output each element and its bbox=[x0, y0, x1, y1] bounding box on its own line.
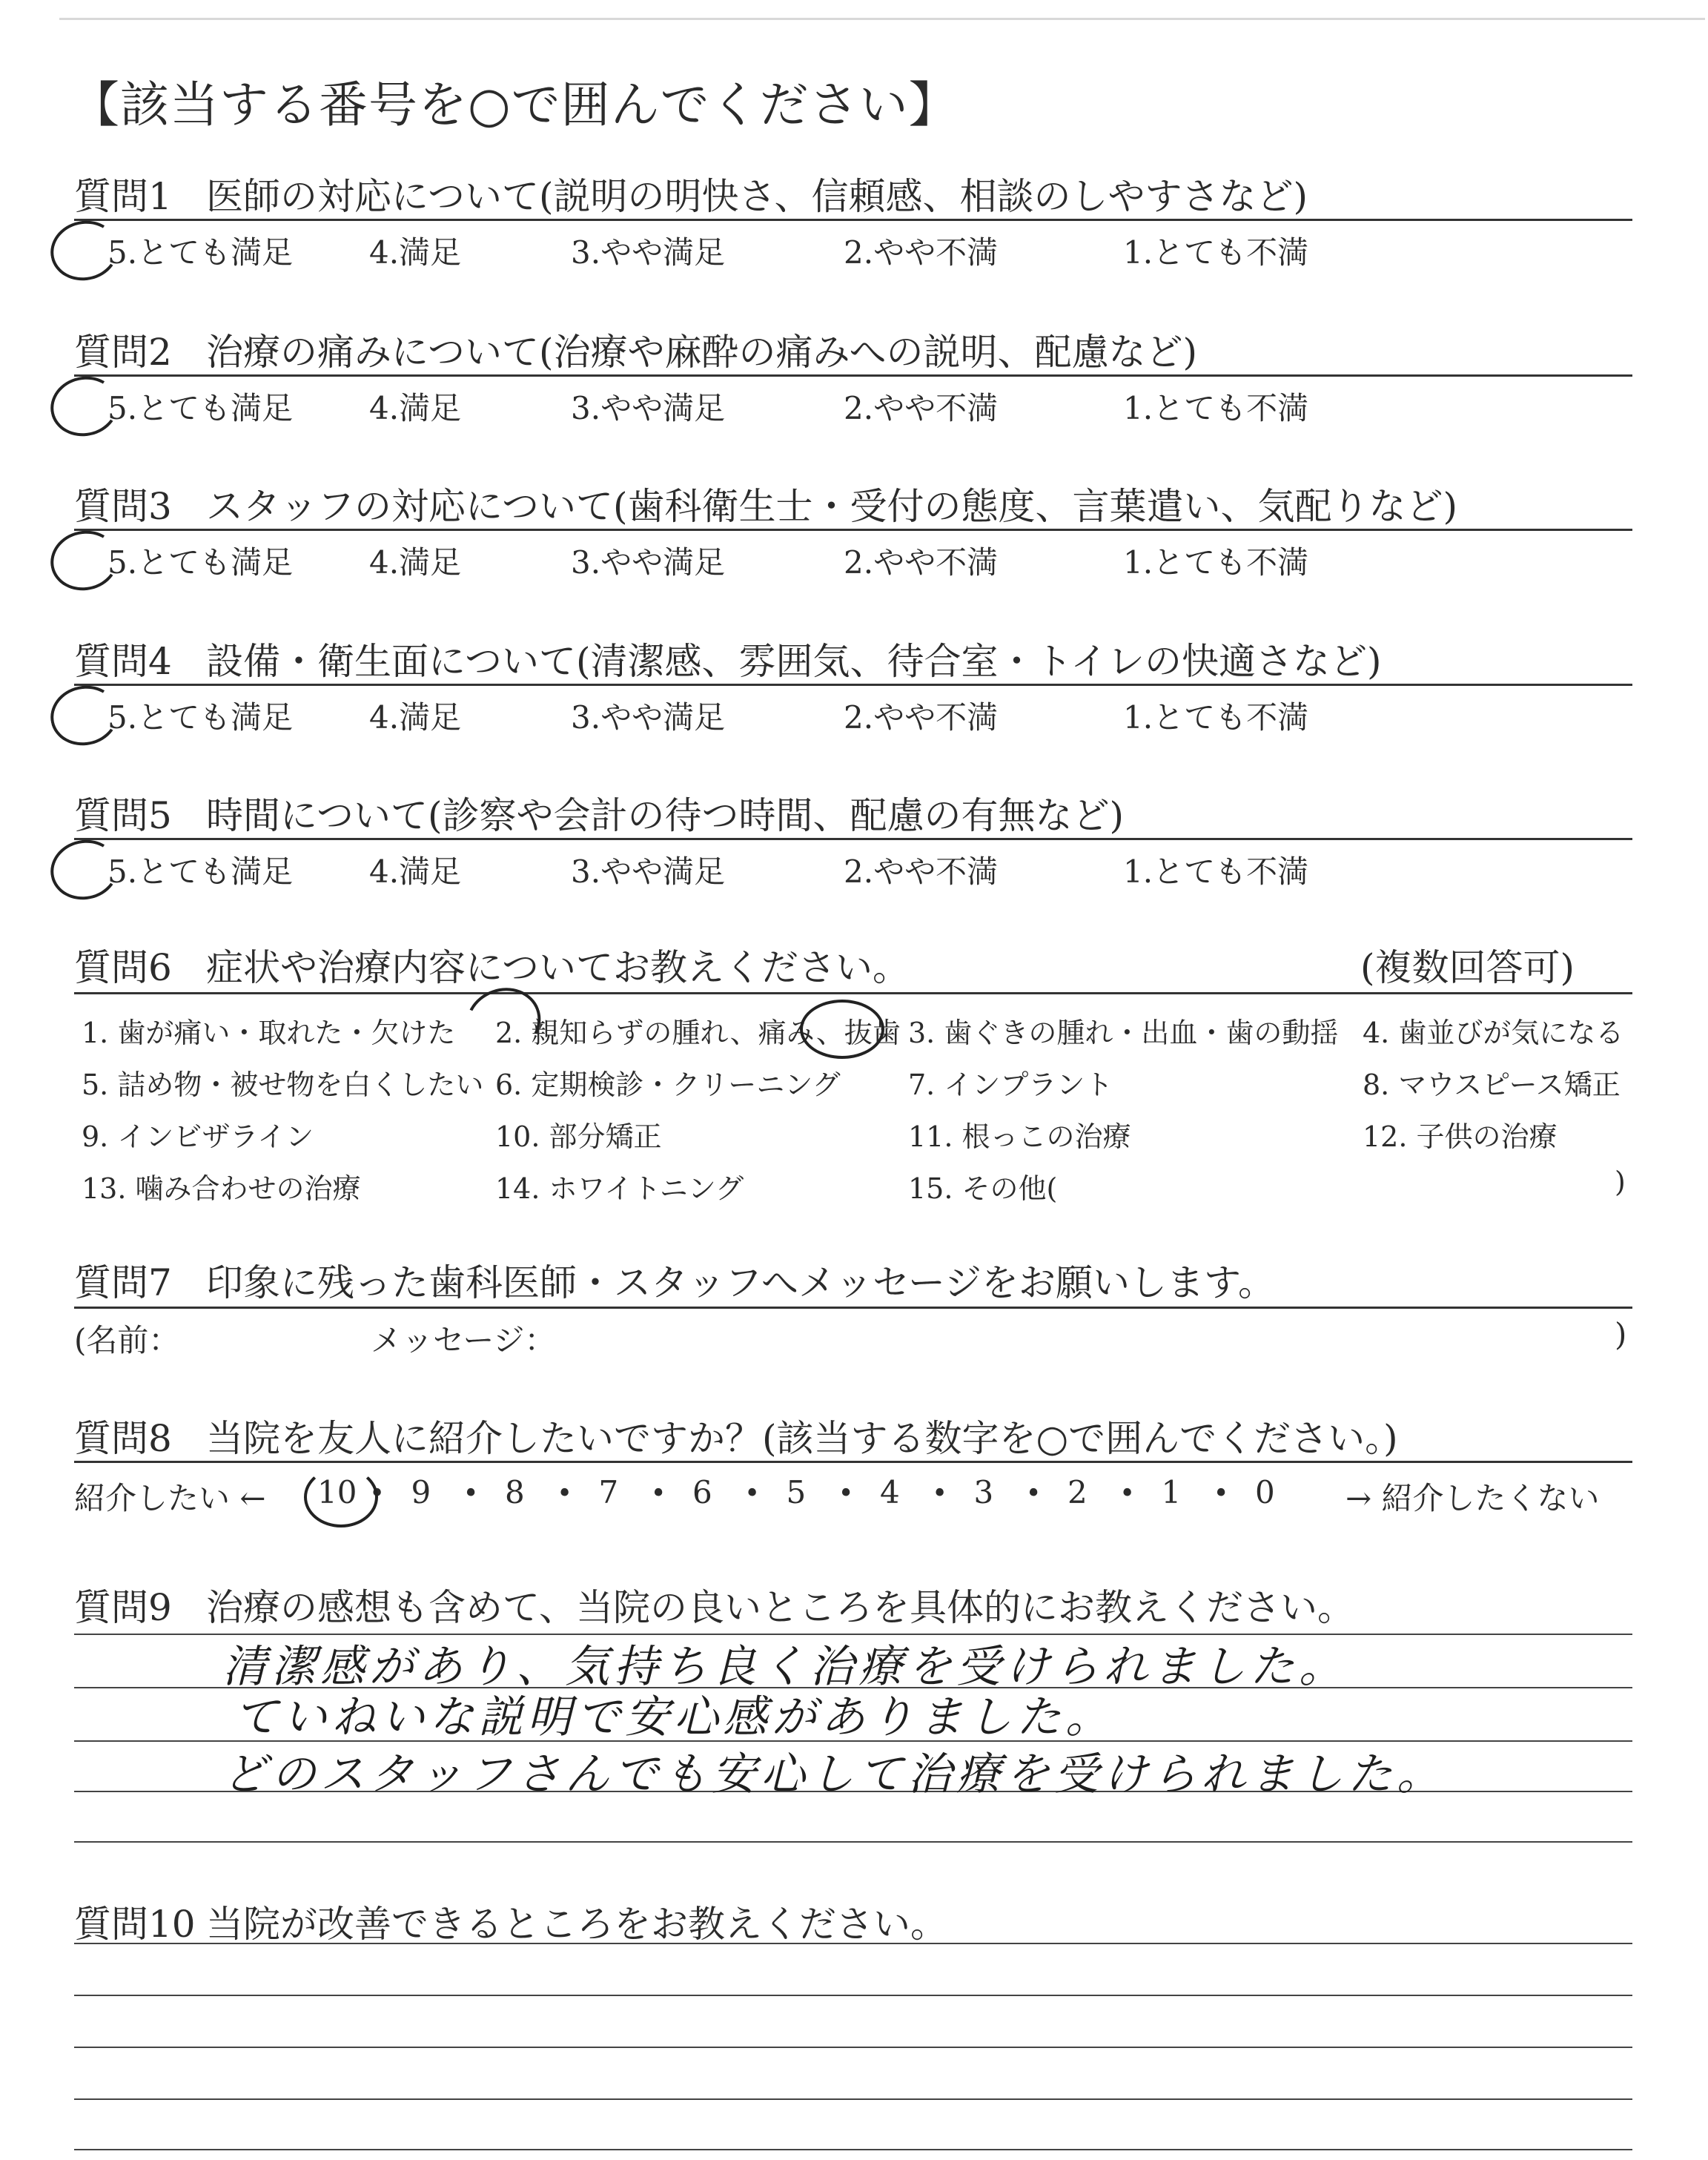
q2-selection-circle[interactable] bbox=[45, 370, 125, 442]
q8-scale-separator: • bbox=[1213, 1479, 1229, 1509]
q4-option-1[interactable]: 1.とても不満 bbox=[1123, 699, 1309, 736]
q6-multiple-note: (複数回答可) bbox=[1360, 946, 1575, 989]
q10-line-1 bbox=[74, 1943, 1632, 1944]
q6-option-1[interactable]: 1. 歯が痛い・取れた・欠けた bbox=[82, 1017, 456, 1049]
q8-scale-10[interactable]: 10 bbox=[317, 1474, 357, 1510]
q8-scale-1[interactable]: 1 bbox=[1161, 1474, 1182, 1510]
q2-option-1[interactable]: 1.とても不満 bbox=[1123, 390, 1309, 426]
q8-scale-7[interactable]: 7 bbox=[598, 1474, 619, 1510]
q6-option-6[interactable]: 6. 定期検診・クリーニング bbox=[495, 1069, 841, 1101]
q8-scale-3[interactable]: 3 bbox=[973, 1474, 994, 1510]
q8-scale-separator: • bbox=[1119, 1479, 1136, 1509]
q8-scale-8[interactable]: 8 bbox=[505, 1474, 525, 1510]
q6-option-5[interactable]: 5. 詰め物・被せ物を白くしたい bbox=[82, 1069, 484, 1101]
q6-rule bbox=[74, 992, 1632, 994]
q8-right-label: → 紹介したくない bbox=[1345, 1480, 1600, 1516]
q10-line-4 bbox=[74, 2098, 1632, 2100]
q4-text: 設備・衛生面について(清潔感、雰囲気、待合室・トイレの快適さなど) bbox=[206, 640, 1382, 683]
q4-option-3[interactable]: 3.やや満足 bbox=[571, 699, 726, 736]
q8-scale-separator: • bbox=[557, 1479, 573, 1509]
page-top-edge bbox=[59, 18, 1705, 20]
q7-rule bbox=[74, 1307, 1632, 1309]
q1-option-2[interactable]: 2.やや不満 bbox=[844, 234, 999, 271]
q1-rule bbox=[74, 219, 1632, 221]
q5-selection-circle[interactable] bbox=[45, 833, 125, 905]
q8-scale-6[interactable]: 6 bbox=[692, 1474, 712, 1510]
q9-number: 質問9 bbox=[74, 1586, 172, 1629]
q10-text: 当院が改善できるところをお教えください。 bbox=[206, 1903, 947, 1946]
q2-text: 治療の痛みについて(治療や麻酔の痛みへの説明、配慮など) bbox=[206, 331, 1198, 374]
q6-option-2[interactable]: 2. 親知らずの腫れ、痛み、抜歯 bbox=[495, 1017, 901, 1049]
q10-title bbox=[74, 1895, 947, 1948]
q7-text: 印象に残った歯科医師・スタッフへメッセージをお願いします。 bbox=[206, 1261, 1275, 1304]
q8-scale-4[interactable]: 4 bbox=[880, 1474, 900, 1510]
q5-number: 質問5 bbox=[74, 794, 172, 837]
q3-option-5[interactable]: 5.とても満足 bbox=[107, 544, 294, 581]
q3-option-3[interactable]: 3.やや満足 bbox=[571, 544, 726, 581]
q6-other-close-paren: ) bbox=[1615, 1166, 1626, 1198]
q7-number: 質問7 bbox=[74, 1261, 172, 1304]
q1-number: 質問1 bbox=[74, 175, 172, 218]
q5-option-5[interactable]: 5.とても満足 bbox=[107, 853, 294, 890]
q2-number: 質問2 bbox=[74, 331, 172, 374]
q8-scale-9[interactable]: 9 bbox=[411, 1474, 431, 1510]
q10-line-2 bbox=[74, 1995, 1632, 1996]
q1-option-3[interactable]: 3.やや満足 bbox=[571, 234, 726, 271]
q6-option-13[interactable]: 13. 噛み合わせの治療 bbox=[82, 1172, 361, 1205]
q8-rule bbox=[74, 1461, 1632, 1463]
q3-option-2[interactable]: 2.やや不満 bbox=[844, 544, 999, 581]
q2-option-5[interactable]: 5.とても満足 bbox=[107, 390, 294, 426]
q7-message-label: メッセージ： bbox=[371, 1322, 556, 1358]
q7-close-paren: ) bbox=[1615, 1316, 1627, 1353]
q6-option-3[interactable]: 3. 歯ぐきの腫れ・出血・歯の動揺 bbox=[908, 1017, 1339, 1049]
q7-name-label: (名前： bbox=[74, 1322, 180, 1358]
q6-option-8[interactable]: 8. マウスピース矯正 bbox=[1363, 1069, 1621, 1101]
q1-option-1[interactable]: 1.とても不満 bbox=[1123, 234, 1309, 271]
q1-title bbox=[74, 167, 1308, 220]
q6-option-15[interactable]: 15. その他( bbox=[908, 1172, 1058, 1205]
q5-title bbox=[74, 786, 1124, 839]
q9-answer-line-2[interactable]: ていねいな説明で安心感がありました。 bbox=[234, 1691, 1114, 1743]
q6-number: 質問6 bbox=[74, 946, 172, 989]
q3-option-4[interactable]: 4.満足 bbox=[369, 544, 462, 581]
q8-scale-5[interactable]: 5 bbox=[786, 1474, 807, 1510]
q9-text: 治療の感想も含めて、当院の良いところを具体的にお教えください。 bbox=[206, 1586, 1354, 1629]
q9-title bbox=[74, 1578, 1354, 1631]
q1-option-5[interactable]: 5.とても満足 bbox=[107, 234, 294, 271]
q1-selection-circle[interactable] bbox=[45, 214, 125, 286]
q8-text: 当院を友人に紹介したいですか？(該当する数字を○で囲んでください。) bbox=[206, 1417, 1398, 1460]
q4-option-2[interactable]: 2.やや不満 bbox=[844, 699, 999, 736]
q6-text: 症状や治療内容についてお教えください。 bbox=[206, 946, 910, 989]
q8-scale-separator: • bbox=[932, 1479, 948, 1509]
q5-option-4[interactable]: 4.満足 bbox=[369, 853, 462, 890]
q8-selection-circle[interactable] bbox=[304, 1467, 378, 1527]
q3-number: 質問3 bbox=[74, 485, 172, 528]
q9-line-5 bbox=[74, 1841, 1632, 1843]
q4-selection-circle[interactable] bbox=[45, 679, 125, 751]
q8-scale-0[interactable]: 0 bbox=[1255, 1474, 1275, 1510]
q8-scale-separator: • bbox=[650, 1479, 666, 1509]
q5-option-3[interactable]: 3.やや満足 bbox=[571, 853, 726, 890]
q4-rule bbox=[74, 684, 1632, 686]
q7-title bbox=[74, 1253, 1275, 1307]
q9-answer-line-3[interactable]: どのスタッフさんでも安心して治療を受けられました。 bbox=[222, 1748, 1446, 1800]
q6-option-14[interactable]: 14. ホワイトニング bbox=[495, 1172, 744, 1205]
q10-line-5 bbox=[74, 2149, 1632, 2150]
q6-option-12[interactable]: 12. 子供の治療 bbox=[1363, 1120, 1558, 1153]
q2-option-4[interactable]: 4.満足 bbox=[369, 390, 462, 426]
q2-title bbox=[74, 323, 1197, 376]
q3-rule bbox=[74, 529, 1632, 531]
q1-text: 医師の対応について(説明の明快さ、信頼感、相談のしやすさなど) bbox=[206, 175, 1308, 218]
form-header: 【該当する番号を○で囲んでください】 bbox=[70, 76, 959, 133]
q5-rule bbox=[74, 838, 1632, 840]
q8-scale-separator: • bbox=[369, 1479, 385, 1509]
q8-scale-separator: • bbox=[463, 1479, 479, 1509]
q10-line-3 bbox=[74, 2047, 1632, 2048]
q4-option-5[interactable]: 5.とても満足 bbox=[107, 699, 294, 736]
q3-selection-circle[interactable] bbox=[45, 524, 125, 596]
q5-option-2[interactable]: 2.やや不満 bbox=[844, 853, 999, 890]
q5-text: 時間について(診察や会計の待つ時間、配慮の有無など) bbox=[206, 794, 1125, 837]
q8-scale-2[interactable]: 2 bbox=[1068, 1474, 1088, 1510]
q2-option-2[interactable]: 2.やや不満 bbox=[844, 390, 999, 426]
q8-left-label: 紹介したい ← bbox=[74, 1480, 266, 1516]
q6-title bbox=[74, 938, 1575, 991]
q8-scale-separator: • bbox=[838, 1479, 854, 1509]
q6-word-circle[interactable] bbox=[800, 1000, 884, 1059]
q6-option-7[interactable]: 7. インプラント bbox=[908, 1069, 1113, 1101]
q10-number: 質問10 bbox=[74, 1903, 196, 1946]
q2-rule bbox=[74, 374, 1632, 377]
q3-option-1[interactable]: 1.とても不満 bbox=[1123, 544, 1309, 581]
q8-number: 質問8 bbox=[74, 1417, 172, 1460]
q1-option-4[interactable]: 4.満足 bbox=[369, 234, 462, 271]
q6-option-9[interactable]: 9. インビザライン bbox=[82, 1120, 314, 1153]
q5-option-1[interactable]: 1.とても不満 bbox=[1123, 853, 1309, 890]
q4-number: 質問4 bbox=[74, 640, 172, 683]
q2-option-3[interactable]: 3.やや満足 bbox=[571, 390, 726, 426]
q6-option-11[interactable]: 11. 根っこの治療 bbox=[908, 1120, 1131, 1153]
q9-answer-line-1[interactable]: 清潔感があり、気持ち良く治療を受けられました。 bbox=[222, 1641, 1348, 1693]
q8-scale-separator: • bbox=[744, 1479, 761, 1509]
q8-scale-separator: • bbox=[1025, 1479, 1042, 1509]
q6-option-4[interactable]: 4. 歯並びが気になる bbox=[1363, 1017, 1624, 1049]
q8-title bbox=[74, 1409, 1398, 1462]
q3-text: スタッフの対応について(歯科衛生士・受付の態度、言葉遣い、気配りなど) bbox=[206, 485, 1458, 528]
q4-title bbox=[74, 632, 1382, 685]
q3-title bbox=[74, 477, 1457, 530]
q6-option-10[interactable]: 10. 部分矯正 bbox=[495, 1120, 662, 1153]
q4-option-4[interactable]: 4.満足 bbox=[369, 699, 462, 736]
